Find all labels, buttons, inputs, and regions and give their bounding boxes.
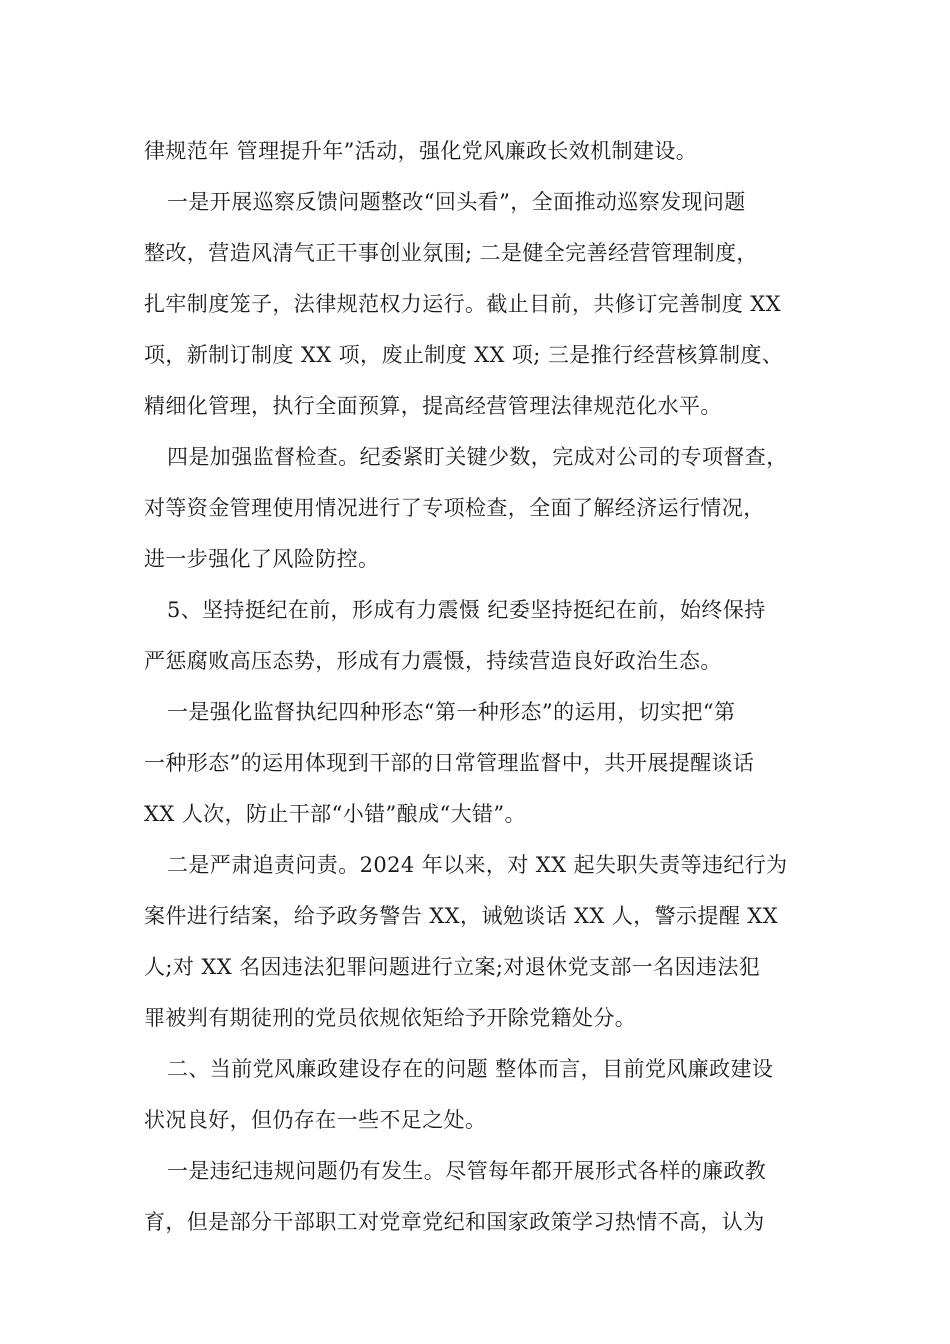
text-line: 严惩腐败高压态势，形成有力震慑，持续营造良好政治生态。 [144, 649, 722, 673]
text-line: 整改，营造风清气正干事创业氛围; 二是健全完善经营管理制度， [144, 241, 758, 265]
text-line: 对等资金管理使用情况进行了专项检查，全面了解经济运行情况， [144, 496, 765, 520]
text-line: 进一步强化了风险防控。 [144, 547, 380, 571]
text-line: 人;对 XX 名因违法犯罪问题进行立案;对退休党支部一名因违法犯 [144, 955, 761, 979]
text-line: 一是开展巡察反馈问题整改“回头看”，全面推动巡察发现问题 [167, 190, 746, 214]
text-line: 一种形态”的运用体现到干部的日常管理监督中，共开展提醒谈话 [144, 751, 755, 775]
text-line: 案件进行结案，给予政务警告 XX，诫勉谈话 XX 人，警示提醒 XX [144, 904, 778, 928]
text-line: 二是严肃追责问责。2024 年以来，对 XX 起失职失责等违纪行为 [167, 853, 788, 877]
text-line: 四是加强监督检查。纪委紧盯关键少数，完成对公司的专项督查， [167, 445, 788, 469]
document-body [144, 126, 824, 1248]
text-line: 状况良好，但仍存在一些不足之处。 [144, 1108, 487, 1132]
text-line: 扎牢制度笼子，法律规范权力运行。截止目前，共修订完善制度 XX [144, 292, 781, 316]
text-line: 项，新制订制度 XX 项，废止制度 XX 项; 三是推行经营核算制度、 [144, 343, 784, 367]
text-line: 精细化管理，执行全面预算，提高经营管理法律规范化水平。 [144, 394, 722, 418]
text-line: 律规范年 管理提升年”活动，强化党风廉政长效机制建设。 [144, 139, 698, 163]
text-line: 二、当前党风廉政建设存在的问题 整体而言，目前党风廉政建设 [167, 1057, 774, 1081]
text-line: 5、坚持挺纪在前，形成有力震慑 纪委坚持挺纪在前，始终保持 [167, 598, 766, 622]
text-line: 罪被判有期徒刑的党员依规依矩给予开除党籍处分。 [144, 1006, 637, 1030]
text-line: 一是强化监督执纪四种形态“第一种形态”的运用，切实把“第 [167, 700, 736, 724]
text-line: 一是违纪违规问题仍有发生。尽管每年都开展形式各样的廉政教 [167, 1159, 767, 1183]
text-line: XX 人次，防止干部“小错”酿成“大错”。 [144, 802, 526, 826]
text-line: 育，但是部分干部职工对党章党纪和国家政策学习热情不高，认为 [144, 1210, 765, 1234]
